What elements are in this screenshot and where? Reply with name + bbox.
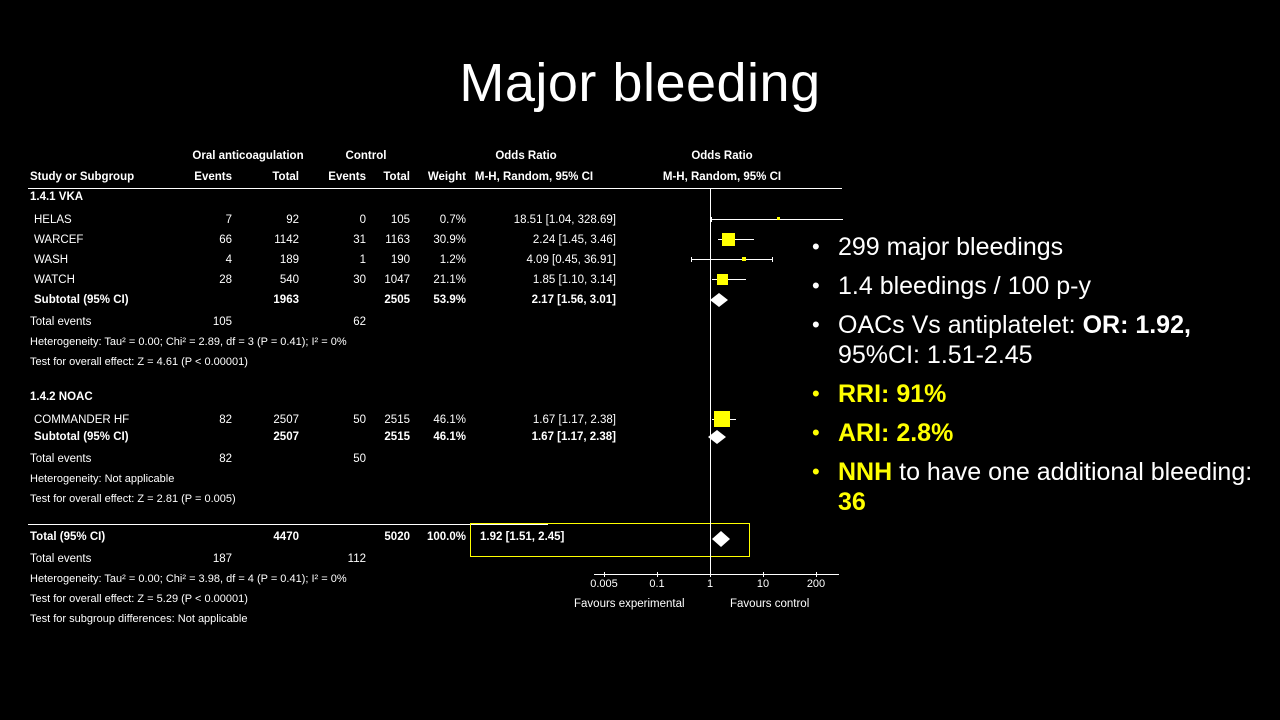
group-header-oac: Oral anticoagulation	[192, 150, 304, 162]
subtotal-or-ci: 1.67 [1.17, 2.38]	[531, 431, 616, 443]
overall-diamond-top	[712, 531, 730, 539]
subtotal-diamond-bottom	[710, 300, 728, 307]
heterogeneity-total: Heterogeneity: Tau² = 0.00; Chi² = 3.98, df = 4 (P = 0.41); I² = 0%	[30, 573, 347, 585]
group-header-or-text: Odds Ratio	[495, 150, 557, 162]
bullet-text-emphasis: 36	[838, 488, 866, 516]
subtotal-diamond-top	[708, 430, 726, 437]
col-header-or-ci-plot: M-H, Random, 95% CI	[662, 171, 782, 183]
axis-label-left: Favours experimental	[574, 598, 685, 610]
list-item	[812, 379, 1272, 409]
study-events-2: 50	[353, 414, 366, 426]
bullet-text: 1.4 bleedings / 100 p-y	[838, 272, 1091, 300]
bullet-text-part: 95%CI: 1.51-2.45	[838, 341, 1033, 369]
list-item	[812, 457, 1272, 517]
bullet-marker: •	[812, 234, 820, 259]
effect-marker	[714, 411, 730, 427]
x-tick-label: 1	[706, 578, 714, 590]
grand-total-1: 4470	[273, 531, 299, 543]
effect-marker	[717, 274, 728, 285]
bullet-text-part: OACs Vs antiplatelet:	[838, 311, 1083, 339]
list-item	[812, 232, 1272, 262]
list-item	[812, 271, 1272, 301]
x-tick	[816, 572, 817, 577]
study-events-1: 66	[219, 234, 232, 246]
x-axis-line	[594, 574, 839, 575]
bullet-marker: •	[812, 420, 820, 445]
study-total-1: 189	[279, 254, 299, 266]
study-events-1: 82	[219, 414, 232, 426]
subtotal-diamond-bottom	[708, 437, 726, 444]
subtotal-or-ci: 2.17 [1.56, 3.01]	[531, 294, 616, 306]
overall-effect-vka: Test for overall effect: Z = 4.61 (P < 0.00001)	[30, 356, 248, 368]
study-events-1: 28	[219, 274, 232, 286]
study-name: COMMANDER HF	[34, 414, 130, 426]
study-total-1: 2507	[273, 414, 299, 426]
col-header-total-2: Total	[383, 171, 410, 183]
study-events-2: 30	[353, 274, 366, 286]
forest-plot	[22, 140, 852, 640]
col-header-weight: Weight	[427, 171, 466, 183]
study-events-2: 31	[353, 234, 366, 246]
study-name: WASH	[34, 254, 69, 266]
study-total-2: 2515	[384, 414, 410, 426]
subtotal-total-2: 2515	[384, 431, 410, 443]
subtotal-weight: 46.1%	[433, 431, 466, 443]
ci-cap	[772, 257, 773, 262]
study-weight: 1.2%	[439, 254, 466, 266]
study-total-2: 1047	[384, 274, 410, 286]
col-header-events-2: Events	[328, 171, 366, 183]
grand-total-2: 5020	[384, 531, 410, 543]
x-tick-label: 10	[756, 578, 770, 590]
bullet-marker: •	[812, 312, 820, 337]
study-or-ci: 2.24 [1.45, 3.46]	[532, 234, 616, 246]
study-total-1: 92	[286, 214, 299, 226]
study-total-2: 1163	[385, 234, 410, 246]
study-weight: 0.7%	[439, 214, 466, 226]
study-or-ci: 18.51 [1.04, 328.69]	[513, 214, 616, 226]
total-events-1: 82	[219, 453, 232, 465]
bullet-marker: •	[812, 459, 820, 484]
subgroup-label-vka: 1.4.1 VKA	[30, 191, 84, 203]
subtotal-label: Subtotal (95% CI)	[34, 431, 129, 443]
study-name: WATCH	[34, 274, 75, 286]
bullet-marker: •	[812, 273, 820, 298]
bullet-text-emphasis: OR: 1.92,	[1082, 311, 1191, 339]
col-header-events-1: Events	[194, 171, 232, 183]
subtotal-weight: 53.9%	[433, 294, 466, 306]
total-events-label: Total events	[30, 453, 92, 465]
subtotal-total-1: 1963	[273, 294, 299, 306]
bullet-text-emphasis: NNH	[838, 458, 893, 486]
col-header-total-1: Total	[272, 171, 299, 183]
subtotal-total-2: 2505	[384, 294, 410, 306]
grand-total-label: Total (95% CI)	[30, 531, 106, 543]
axis-label-right: Favours control	[730, 598, 810, 610]
study-total-2: 105	[390, 214, 410, 226]
effect-marker	[777, 217, 780, 220]
x-tick	[710, 572, 711, 577]
study-name: WARCEF	[34, 234, 84, 246]
total-events-2: 62	[353, 316, 366, 328]
subtotal-total-1: 2507	[273, 431, 299, 443]
heterogeneity-vka: Heterogeneity: Tau² = 0.00; Chi² = 2.89, df = 3 (P = 0.41); I² = 0%	[30, 336, 347, 348]
study-or-ci: 1.67 [1.17, 2.38]	[532, 414, 616, 426]
bullet-text: RRI: 91%	[838, 380, 947, 408]
null-effect-line	[710, 188, 711, 575]
col-header-or-ci: M-H, Random, 95% CI	[474, 171, 594, 183]
total-events-1: 187	[212, 553, 232, 565]
bullet-text: ARI: 2.8%	[838, 419, 954, 447]
bullet-marker: •	[812, 381, 820, 406]
overall-effect-total: Test for overall effect: Z = 5.29 (P < 0.00001)	[30, 593, 248, 605]
heterogeneity-noac: Heterogeneity: Not applicable	[30, 473, 175, 485]
subgroup-difference-test: Test for subgroup differences: Not applicable	[30, 613, 248, 625]
bullet-text	[838, 457, 1272, 517]
ci-cap	[711, 217, 712, 222]
study-events-2: 0	[359, 214, 366, 226]
total-events-label: Total events	[30, 316, 92, 328]
study-total-2: 190	[390, 254, 410, 266]
study-total-1: 540	[279, 274, 299, 286]
study-events-1: 7	[225, 214, 232, 226]
subtotal-diamond-top	[710, 293, 728, 300]
x-tick	[657, 572, 658, 577]
bullet-text: 299 major bleedings	[838, 233, 1064, 261]
study-events-1: 4	[225, 254, 232, 266]
grand-total-weight: 100.0%	[426, 531, 466, 543]
grand-total-or-ci: 1.92 [1.51, 2.45]	[480, 531, 565, 543]
ci-cap	[691, 257, 692, 262]
total-events-1: 105	[212, 316, 232, 328]
subgroup-label-noac: 1.4.2 NOAC	[30, 391, 93, 403]
study-weight: 30.9%	[433, 234, 466, 246]
x-tick-label: 200	[806, 578, 826, 590]
summary-bullets	[812, 232, 1272, 526]
study-weight: 46.1%	[433, 414, 466, 426]
study-name: HELAS	[34, 214, 72, 226]
x-tick	[604, 572, 605, 577]
study-events-2: 1	[359, 254, 366, 266]
x-tick-label: 0.1	[649, 578, 665, 590]
bullet-text-part: to have one additional bleeding:	[892, 458, 1253, 486]
study-weight: 21.1%	[433, 274, 466, 286]
effect-marker	[722, 233, 735, 246]
group-header-control: Control	[345, 150, 387, 162]
page-title: Major bleeding	[459, 53, 821, 113]
study-total-1: 1142	[274, 234, 299, 246]
x-tick	[763, 572, 764, 577]
total-events-2: 50	[353, 453, 366, 465]
x-tick-label: 0.005	[590, 578, 618, 590]
overall-effect-noac: Test for overall effect: Z = 2.81 (P = 0.005)	[30, 493, 236, 505]
list-item	[812, 310, 1272, 370]
effect-marker	[742, 257, 746, 261]
total-events-2: 112	[347, 553, 366, 565]
subtotal-label: Subtotal (95% CI)	[34, 294, 129, 306]
total-events-label: Total events	[30, 553, 92, 565]
study-or-ci: 1.85 [1.10, 3.14]	[532, 274, 616, 286]
col-header-study: Study or Subgroup	[30, 171, 135, 183]
group-header-or-plot: Odds Ratio	[691, 150, 753, 162]
list-item	[812, 418, 1272, 448]
ci-line	[691, 259, 773, 260]
bullet-text	[838, 310, 1272, 370]
study-or-ci: 4.09 [0.45, 36.91]	[526, 254, 616, 266]
overall-diamond-bottom	[712, 539, 730, 547]
